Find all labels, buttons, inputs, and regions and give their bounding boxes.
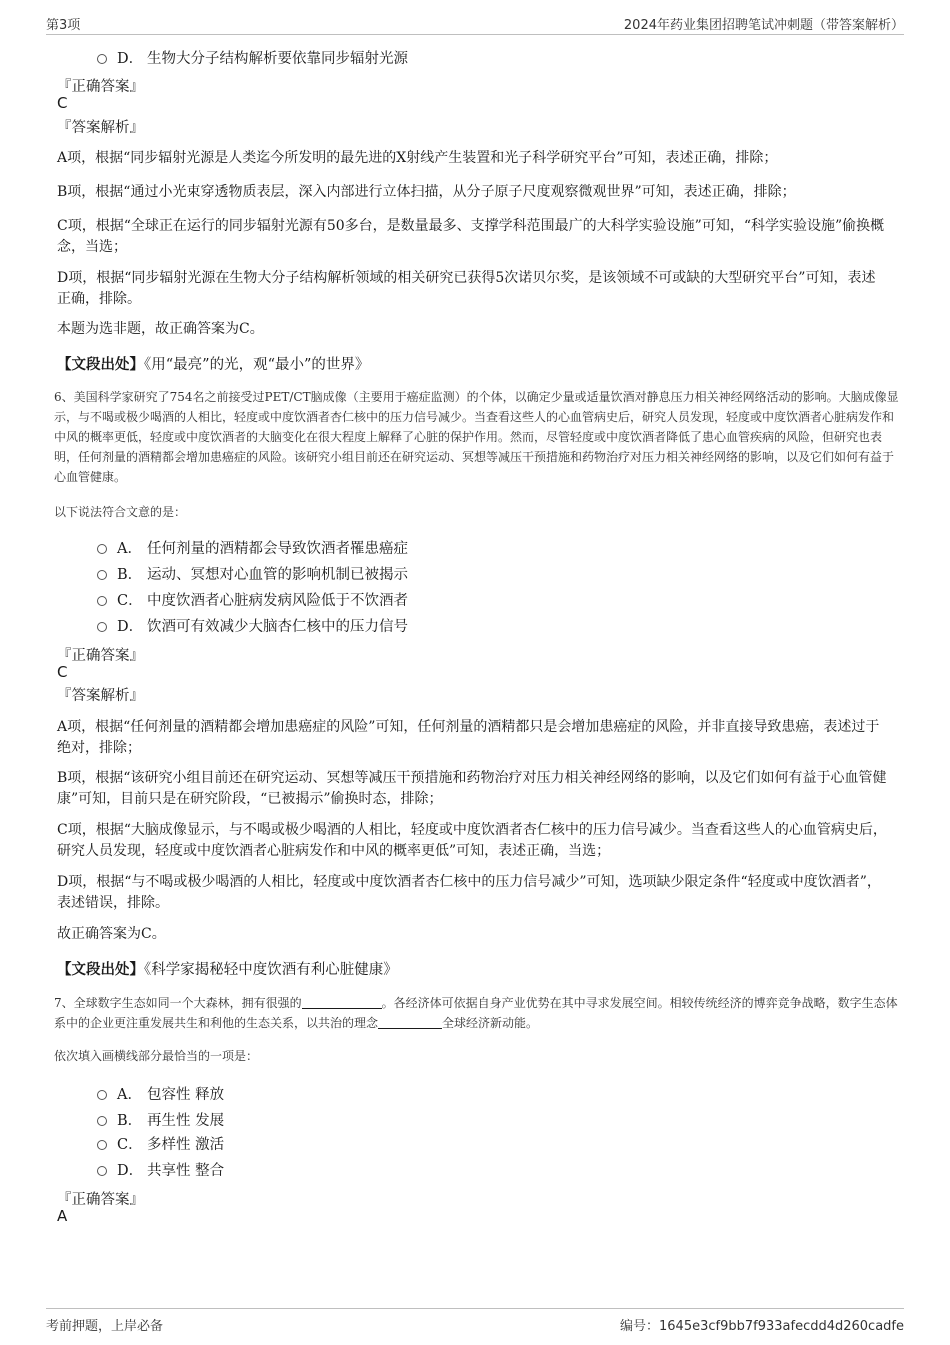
footer-serial: 编号：1645e3cf9bb7f933afecdd4d260cadfe	[620, 1319, 904, 1334]
q7-option-d[interactable]: D． 共享性 整合	[97, 1159, 224, 1181]
q5-conclusion: 本题为选非题，故正确答案为C。	[57, 321, 264, 337]
q5-analysis-b: B项，根据“通过小光束穿透物质表层，深入内部进行立体扫描，从分子原子尺度观察微观世界”可知，表述正确，排除；	[57, 184, 796, 200]
q5-analysis-d: D项，根据“同步辐射光源在生物大分子结构解析领域的相关研究已获得5次诺贝尔奖，是该领域不可或缺的大型研究平台”可知，表述正确，排除。	[57, 270, 876, 307]
radio-icon[interactable]	[97, 1090, 107, 1100]
radio-icon[interactable]	[97, 544, 107, 554]
q7-answer-label: 『正确答案』	[57, 1192, 144, 1208]
radio-icon[interactable]	[97, 1140, 107, 1150]
q7-prompt: 依次填入画横线部分最恰当的一项是：	[54, 1049, 259, 1063]
radio-icon[interactable]	[97, 1166, 107, 1176]
q7-answer: A	[57, 1207, 68, 1225]
page-footer	[46, 1308, 904, 1339]
q6-option-c[interactable]: C． 中度饮酒者心脏病发病风险低于不饮酒者	[97, 589, 408, 611]
q5-source: 【文段出处】《用“最亮”的光，观“最小”的世界》	[57, 356, 370, 373]
q5-analysis-a: A项，根据“同步辐射光源是人类迄今所发明的最先进的X射线产生装置和光子科学研究平台”可知，表述正确，排除；	[57, 150, 778, 166]
page-header	[46, 12, 904, 35]
radio-icon[interactable]	[97, 1116, 107, 1126]
q6-answer-label: 『正确答案』	[57, 648, 144, 664]
footer-slogan: 考前押题，上岸必备	[46, 1319, 164, 1334]
q6-analysis-d: D项，根据“与不喝或极少喝酒的人相比，轻度或中度饮酒者杏仁核中的压力信号减少”可知，选项缺少限定条件“轻度或中度饮酒者”，表述错误，排除。	[57, 874, 881, 911]
q6-option-b[interactable]: B． 运动、冥想对心血管的影响机制已被揭示	[97, 563, 408, 585]
q5-answer-label: 『正确答案』	[57, 79, 144, 95]
q7-stem: 7、全球数字生态如同一个大森林，拥有很强的 。各经济体可依据自身产业优势在其中寻求发展空间。相较传统经济的博弈竞争战略，数字生态体系中的企业更注重发展共生和利他的生态关系，以共治的理念 全球经济新动能。	[54, 996, 898, 1030]
q6-answer: C	[57, 663, 68, 681]
q5-analysis-c: C项，根据“全球正在运行的同步辐射光源有50多台，是数量最多、支撑学科范围最广的大科学实验设施”可知，“科学实验设施”偷换概念，当选；	[57, 218, 885, 255]
radio-icon[interactable]	[97, 570, 107, 580]
page-number: 第3项	[46, 18, 81, 33]
q6-option-d[interactable]: D． 饮酒可有效减少大脑杏仁核中的压力信号	[97, 615, 408, 637]
q7-option-a[interactable]: A． 包容性 释放	[97, 1083, 224, 1105]
blank-2	[378, 1016, 442, 1029]
q6-source: 【文段出处】《科学家揭秘轻中度饮酒有利心脏健康》	[57, 961, 398, 978]
q7-option-b[interactable]: B． 再生性 发展	[97, 1109, 224, 1131]
q6-analysis-b: B项，根据“该研究小组目前还在研究运动、冥想等减压干预措施和药物治疗对压力相关神经网络的影响，以及它们如何有益于心血管健康”可知，目前只是在研究阶段，“已被揭示”偷换时态，排除；	[57, 770, 887, 807]
q6-conclusion: 故正确答案为C。	[57, 926, 166, 942]
q5-answer: C	[57, 94, 68, 112]
radio-icon[interactable]	[97, 54, 107, 64]
q6-analysis-a: A项，根据“任何剂量的酒精都会增加患癌症的风险”可知，任何剂量的酒精都只是会增加患癌症的风险，并非直接导致患癌，表述过于绝对，排除；	[57, 719, 880, 756]
q6-analysis-c: C项，根据“大脑成像显示，与不喝或极少喝酒的人相比，轻度或中度饮酒者杏仁核中的压力信号减少。当查看这些人的心血管病史后，研究人员发现，轻度或中度饮酒者心脏病发作和中风的概率更低”可知，表述正确，当选；	[57, 822, 887, 859]
document-title: 2024年药业集团招聘笔试冲刺题（带答案解析）	[623, 18, 904, 33]
q5-analysis-label: 『答案解析』	[57, 120, 144, 136]
q6-analysis-label: 『答案解析』	[57, 688, 144, 704]
q6-option-a[interactable]: A． 任何剂量的酒精都会导致饮酒者罹患癌症	[97, 537, 408, 559]
q6-prompt: 以下说法符合文意的是：	[54, 505, 187, 519]
blank-1	[302, 996, 382, 1009]
q7-option-c[interactable]: C． 多样性 激活	[97, 1133, 224, 1155]
q5-option-d[interactable]: D． 生物大分子结构解析要依靠同步辐射光源	[97, 47, 408, 69]
radio-icon[interactable]	[97, 596, 107, 606]
radio-icon[interactable]	[97, 622, 107, 632]
q6-stem: 6、美国科学家研究了754名之前接受过PET/CT脑成像（主要用于癌症监测）的个体，以确定少量或适量饮酒对静息压力相关神经网络活动的影响。大脑成像显示，与不喝或极少喝酒的人相比，轻度或中度饮酒者杏仁核中的压力信号减少。当查看这些人的心血管病史后，研究人员发现，轻度或中度饮酒者心脏病发作和中风的概率更低，轻度或中度饮酒者的大脑变化在很大程度上解释了心脏的保护作用。然而，尽管轻度或中度饮酒者降低了患心血管疾病的风险，但研究也表明，任何剂量的酒精都会增加患癌症的风险。该研究小组目前还在研究运动、冥想等减压干预措施和药物治疗对压力相关神经网络的影响，以及它们如何有益于心血管健康。	[54, 390, 899, 484]
